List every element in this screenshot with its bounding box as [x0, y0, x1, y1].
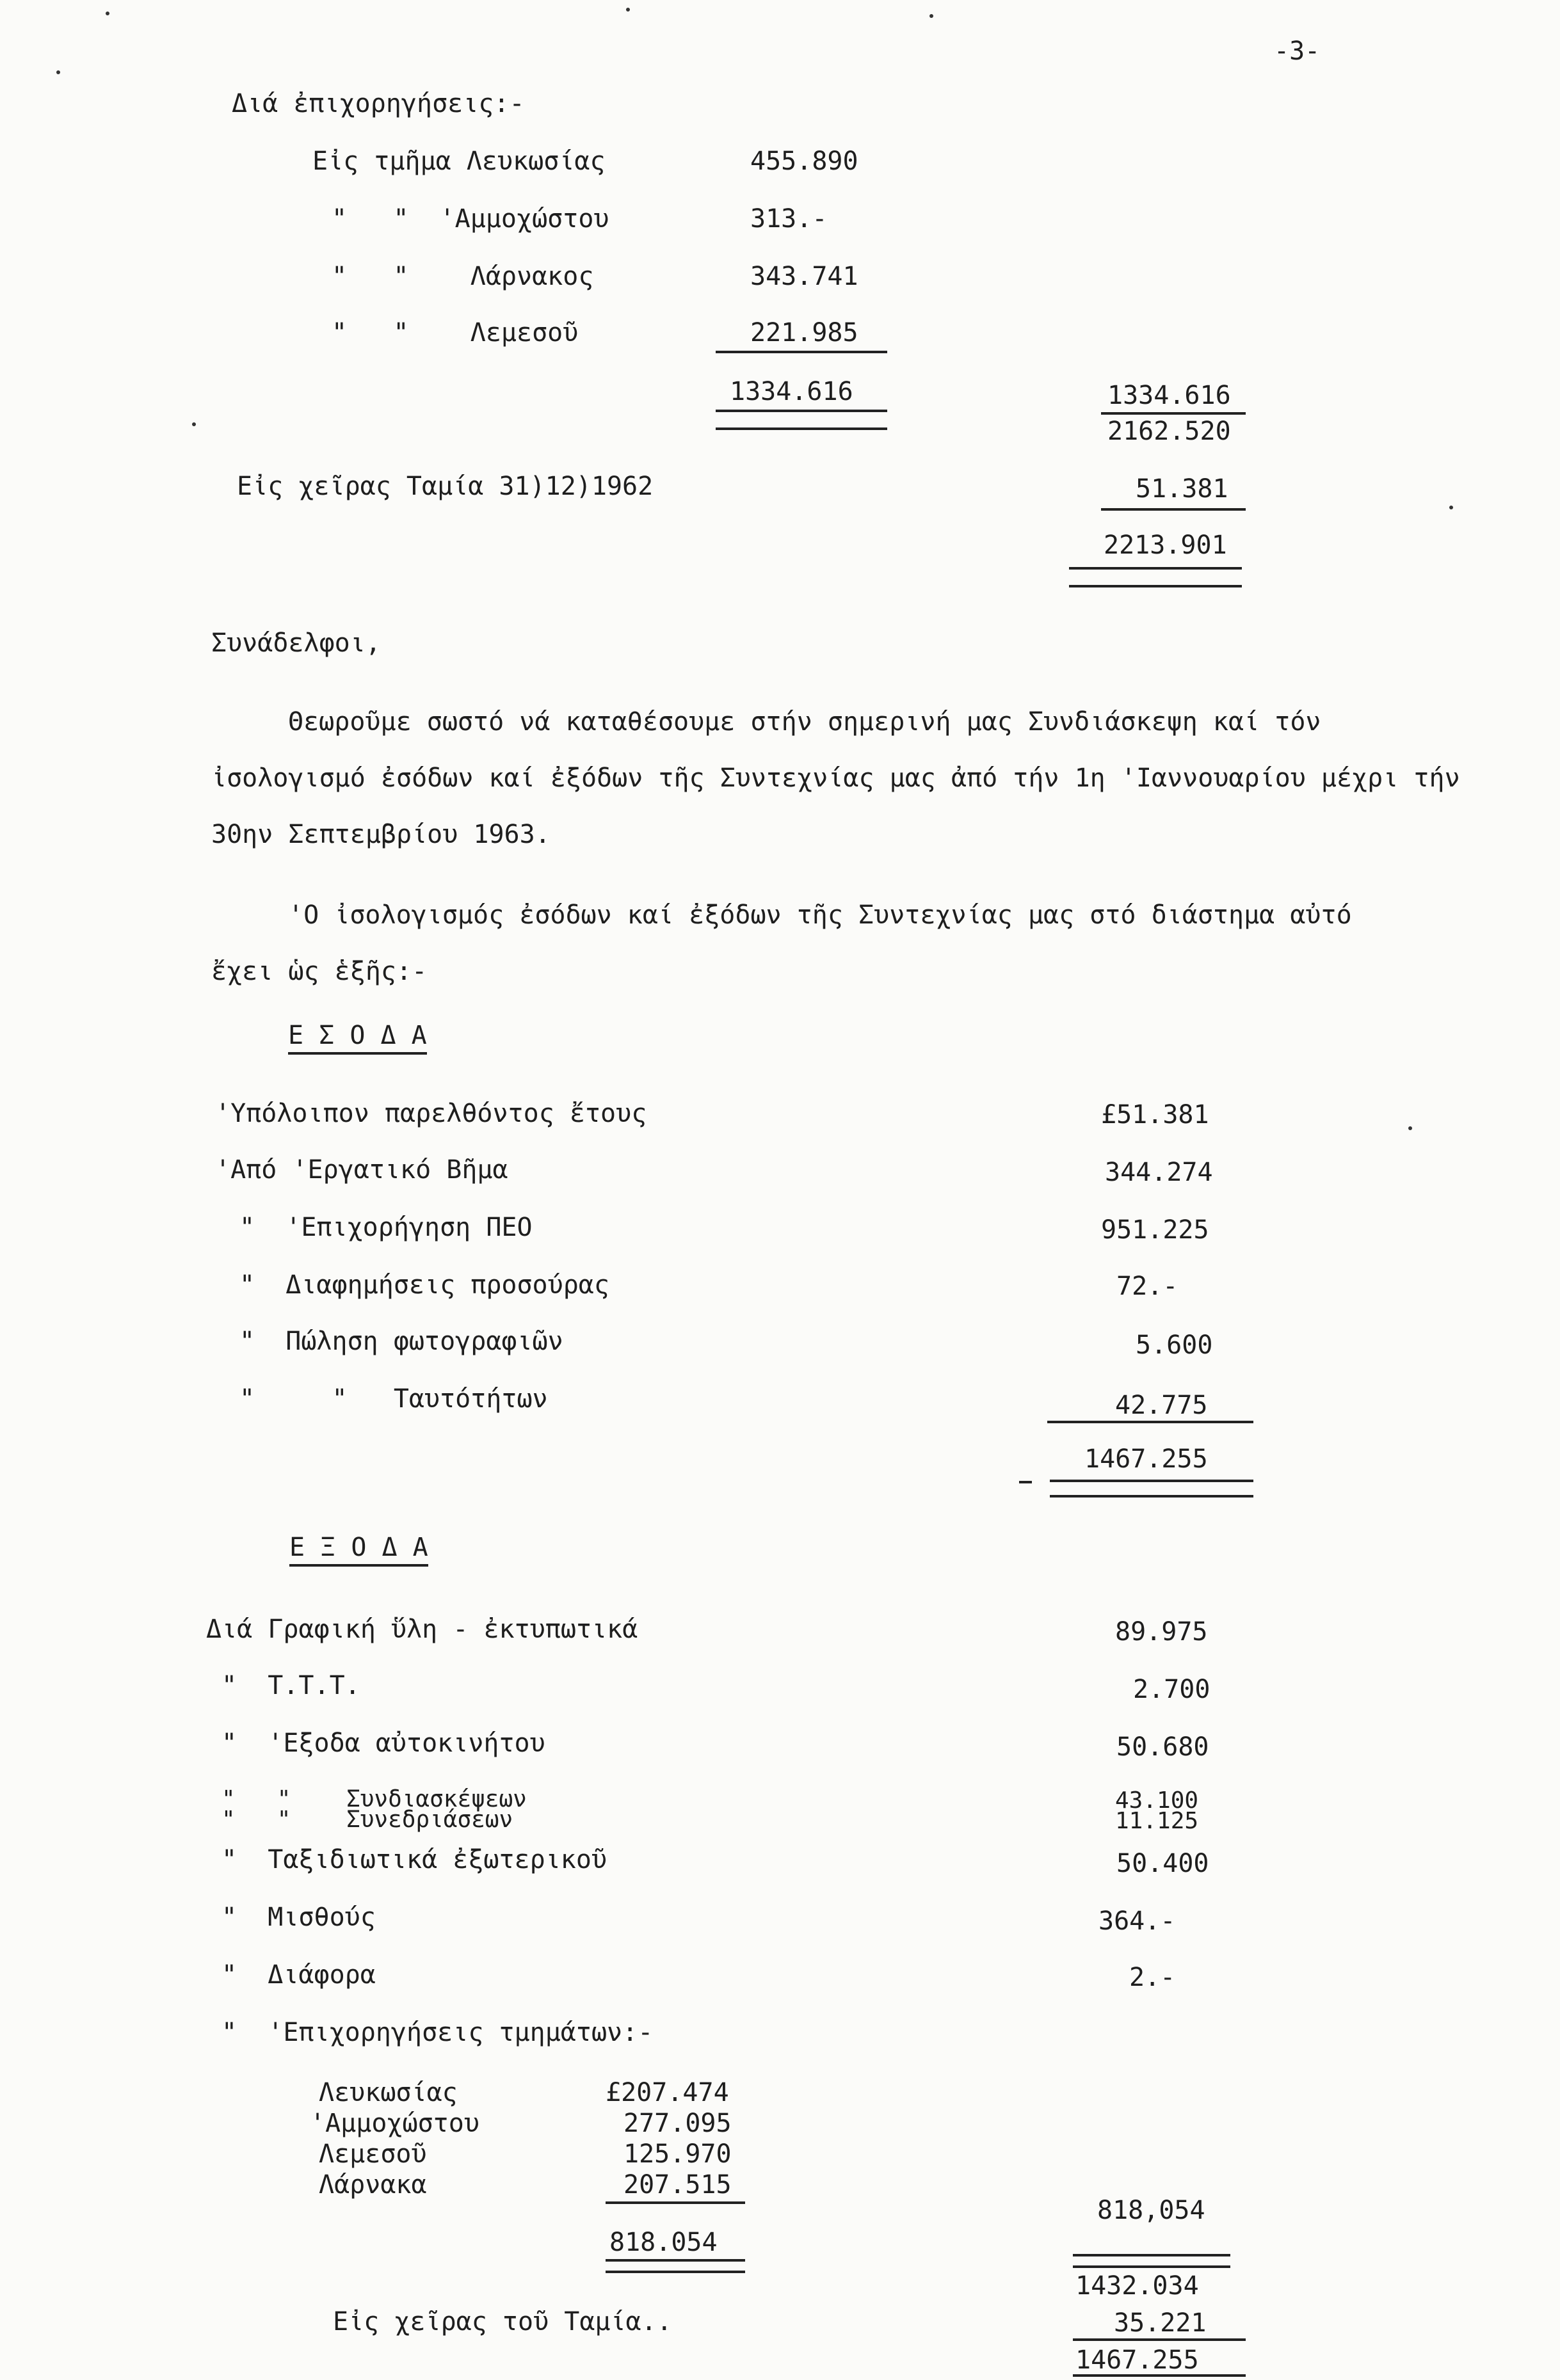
income-amount: 72.- [1116, 1272, 1178, 1301]
grants-sum: 2162.520 [1107, 417, 1231, 446]
income-amount: £51.381 [1101, 1100, 1209, 1130]
underline-rule [1073, 2338, 1246, 2341]
grant-label: " " Λάρνακος [332, 262, 594, 291]
underline-rule [1019, 1481, 1032, 1483]
income-amount: 5.600 [1136, 1330, 1213, 1360]
branch-amount: £207.474 [606, 2078, 729, 2107]
expense-label: " 'Εξοδα αὐτοκινήτου [221, 1729, 545, 1758]
income-amount: 42.775 [1115, 1391, 1208, 1420]
grants-heading: Διά ἐπιχορηγήσεις:- [232, 89, 525, 118]
underline-rule [716, 410, 887, 412]
underline-rule [606, 2271, 745, 2273]
paragraph-2 [211, 887, 1427, 1000]
income-label: 'Από 'Εργατικό Βῆμα [215, 1155, 508, 1185]
grant-amount: 455.890 [750, 147, 858, 176]
expense-amount: 43.100 [1115, 1787, 1199, 1814]
underline-rule [1101, 508, 1246, 511]
expenses-grand-total: 1467.255 [1075, 2345, 1199, 2375]
expense-label: " 'Επιχορηγήσεις τμημάτων:- [221, 2018, 654, 2047]
underline-rule [1050, 1480, 1253, 1482]
grant-label: " " Λεμεσοῦ [332, 318, 579, 347]
branch-amount: 207.515 [623, 2170, 732, 2200]
salutation: Συνάδελφοι, [211, 628, 381, 658]
branch-label: Λεμεσοῦ [319, 2139, 427, 2169]
grant-label: " " 'Αμμοχώστου [332, 204, 609, 234]
branch-amount: 125.970 [623, 2139, 732, 2169]
income-label: " 'Επιχορήγηση ΠΕΟ [239, 1213, 533, 1242]
paragraph-1 [211, 694, 1479, 863]
expense-amount: 89.975 [1115, 1617, 1208, 1647]
expense-label: " " Συνεδριάσεων [221, 1807, 513, 1833]
underline-rule [1050, 1495, 1253, 1497]
income-heading: Ε Σ Ο Δ Α [288, 1023, 427, 1055]
grant-amount: 221.985 [750, 318, 858, 347]
expense-amount: 11.125 [1115, 1808, 1199, 1834]
expense-amount: 2.- [1129, 1963, 1176, 1992]
expenses-cash-amount: 35.221 [1114, 2308, 1207, 2338]
income-total: 1467.255 [1084, 1444, 1208, 1474]
scan-speck [56, 70, 60, 74]
branch-carried: 818,054 [1097, 2196, 1205, 2225]
underline-rule [1047, 1421, 1253, 1423]
branch-label: 'Αμμοχώστου [310, 2109, 479, 2138]
underline-rule [1069, 585, 1242, 587]
grant-amount: 343.741 [750, 262, 858, 291]
scan-speck [929, 14, 933, 18]
expenses-heading: Ε Ξ Ο Δ Α [289, 1535, 428, 1567]
paragraph-2-text: 'Ο ἰσολογισμός ἐσόδων καί ἐξόδων τῆς Συντεχνίας μας στό διάστημα αὐτό ἔχει ὡς ἑξῆς:- [211, 900, 1352, 986]
cash-label: Εἰς χεῖρας Ταμία 31)12)1962 [237, 472, 654, 501]
income-label: " Διαφημήσεις προσούρας [239, 1270, 609, 1300]
expense-label: " Διάφορα [221, 1960, 376, 1990]
expense-label: " Τ.Τ.Τ. [221, 1671, 360, 1700]
expense-label: " Ταξιδιωτικά ἐξωτερικοῦ [221, 1845, 607, 1874]
underline-rule [716, 427, 887, 430]
expense-amount: 50.680 [1116, 1732, 1209, 1762]
underline-rule [1101, 412, 1246, 415]
branch-label: Λευκωσίας [319, 2078, 458, 2107]
scan-speck [1408, 1126, 1412, 1130]
underline-rule [1073, 2265, 1230, 2268]
grant-label: Εἰς τμῆμα Λευκωσίας [312, 147, 606, 176]
expense-amount: 364.- [1098, 1906, 1176, 1936]
scan-speck [192, 422, 196, 426]
branch-subtotal: 818.054 [609, 2228, 718, 2257]
income-label: " " Ταυτότήτων [239, 1384, 548, 1414]
underline-rule [1073, 2374, 1246, 2377]
cash-amount: 51.381 [1136, 474, 1228, 504]
income-amount: 951.225 [1101, 1215, 1209, 1245]
branch-amount: 277.095 [623, 2109, 732, 2138]
scan-speck [106, 12, 109, 15]
expense-label: " Μισθούς [221, 1903, 376, 1932]
expenses-cash-label: Εἰς χεῖρας τοῦ Ταμία.. [333, 2307, 672, 2336]
underline-rule [606, 2201, 745, 2204]
page-number: -3- [1274, 36, 1321, 66]
grants-carried: 1334.616 [1107, 381, 1231, 410]
expense-label: " " Συνδιασκέψεων [221, 1786, 527, 1812]
income-amount: 344.274 [1105, 1158, 1213, 1187]
scan-speck [1449, 506, 1453, 509]
expense-amount: 2.700 [1133, 1675, 1210, 1704]
total-expenses: 1432.034 [1075, 2271, 1199, 2301]
expense-label: Διά Γραφική ὕλη - ἐκτυπωτικά [206, 1615, 638, 1644]
income-label: " Πώληση φωτογραφιῶν [239, 1327, 563, 1356]
grand-total: 2213.901 [1104, 531, 1227, 560]
underline-rule [606, 2259, 745, 2262]
underline-rule [716, 351, 887, 353]
scan-speck [626, 8, 630, 12]
income-label: 'Υπόλοιπον παρελθόντος ἔτους [215, 1099, 647, 1128]
grant-amount: 313.- [750, 204, 828, 234]
grants-subtotal: 1334.616 [730, 377, 853, 406]
underline-rule [1069, 567, 1242, 570]
expense-amount: 50.400 [1116, 1849, 1209, 1878]
branch-label: Λάρνακα [319, 2170, 427, 2200]
paragraph-1-text: Θεωροῦμε σωστό νά καταθέσουμε στήν σημερινή μας Συνδιάσκεψη καί τόν ἰσολογισμό ἐσόδων καί ἐξόδων τῆς Συντεχνίας μας ἀπό τήν 1η 'Ιαννουαρίου μέχρι τήν 30ην Σεπτεμβρίου 1963. [211, 707, 1460, 849]
underline-rule [1073, 2254, 1230, 2256]
